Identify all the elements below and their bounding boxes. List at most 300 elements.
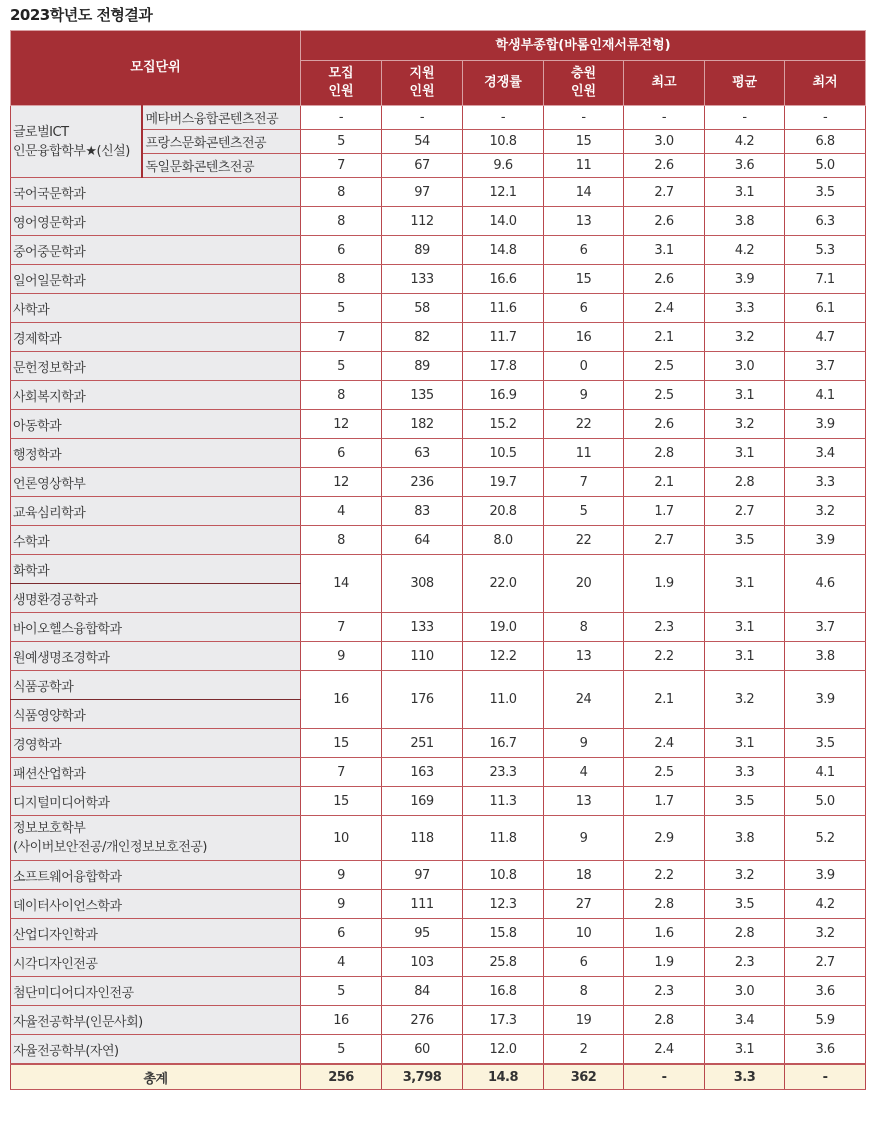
cell-average: 3.0 bbox=[705, 352, 785, 381]
cell-competition: 12.0 bbox=[463, 1035, 544, 1065]
department-name: 화학과 bbox=[11, 555, 301, 584]
cell-recruit: 9 bbox=[301, 861, 382, 890]
major-name: 독일문화콘텐츠전공 bbox=[142, 154, 301, 178]
cell-applicants: 58 bbox=[382, 294, 463, 323]
cell-competition: 10.5 bbox=[463, 439, 544, 468]
cell-applicants: 308 bbox=[382, 555, 463, 613]
cell-additional: 27 bbox=[544, 890, 624, 919]
department-name-line2: (사이버보안전공/개인정보보호전공) bbox=[13, 840, 207, 855]
cell-lowest: 6.1 bbox=[785, 294, 866, 323]
cell-highest: 1.9 bbox=[624, 555, 705, 613]
cell-competition: 16.6 bbox=[463, 265, 544, 294]
cell-recruit: 5 bbox=[301, 294, 382, 323]
cell-applicants: 110 bbox=[382, 642, 463, 671]
cell-applicants: 163 bbox=[382, 758, 463, 787]
cell-lowest: 5.9 bbox=[785, 1006, 866, 1035]
cell-average: 3.1 bbox=[705, 555, 785, 613]
department-name: 교육심리학과 bbox=[11, 497, 301, 526]
cell-average: - bbox=[705, 106, 785, 130]
cell-competition: 17.8 bbox=[463, 352, 544, 381]
cell-applicants: 97 bbox=[382, 861, 463, 890]
cell-average: 3.4 bbox=[705, 1006, 785, 1035]
cell-recruit: 9 bbox=[301, 890, 382, 919]
cell-highest: 2.4 bbox=[624, 729, 705, 758]
cell-additional: 6 bbox=[544, 948, 624, 977]
cell-applicants: 133 bbox=[382, 265, 463, 294]
cell-applicants: 182 bbox=[382, 410, 463, 439]
cell-average: 2.3 bbox=[705, 948, 785, 977]
page-title: 2023학년도 전형결과 bbox=[10, 6, 153, 24]
department-name: 디지털미디어학과 bbox=[11, 787, 301, 816]
cell-lowest: 3.9 bbox=[785, 671, 866, 729]
cell-average: 2.8 bbox=[705, 919, 785, 948]
cell-recruit: 10 bbox=[301, 816, 382, 861]
cell-highest: 2.4 bbox=[624, 294, 705, 323]
cell-additional: 10 bbox=[544, 919, 624, 948]
department-name: 사회복지학과 bbox=[11, 381, 301, 410]
cell-applicants: 111 bbox=[382, 890, 463, 919]
cell-recruit: 12 bbox=[301, 468, 382, 497]
cell-lowest: 4.7 bbox=[785, 323, 866, 352]
cell-recruit: 15 bbox=[301, 787, 382, 816]
cell-average: 3.1 bbox=[705, 381, 785, 410]
cell-additional: 13 bbox=[544, 207, 624, 236]
cell-highest: 2.7 bbox=[624, 178, 705, 207]
cell-recruit: 5 bbox=[301, 1035, 382, 1065]
cell-lowest: 3.5 bbox=[785, 729, 866, 758]
cell-applicants: 60 bbox=[382, 1035, 463, 1065]
total-row bbox=[11, 1064, 866, 1090]
cell-highest: 2.4 bbox=[624, 1035, 705, 1065]
cell-competition: 10.8 bbox=[463, 130, 544, 154]
table-row bbox=[11, 236, 866, 265]
cell-additional: 0 bbox=[544, 352, 624, 381]
cell-recruit: 16 bbox=[301, 1006, 382, 1035]
cell-competition: 12.2 bbox=[463, 642, 544, 671]
cell-applicants: - bbox=[382, 106, 463, 130]
table-row bbox=[11, 207, 866, 236]
major-name: 프랑스문화콘텐츠전공 bbox=[142, 130, 301, 154]
cell-highest: 2.7 bbox=[624, 526, 705, 555]
cell-lowest: 5.2 bbox=[785, 816, 866, 861]
cell-additional: 13 bbox=[544, 787, 624, 816]
cell-additional: 362 bbox=[544, 1064, 624, 1090]
cell-additional: 22 bbox=[544, 526, 624, 555]
cell-competition: 17.3 bbox=[463, 1006, 544, 1035]
cell-additional: 11 bbox=[544, 154, 624, 178]
cell-applicants: 54 bbox=[382, 130, 463, 154]
cell-recruit: - bbox=[301, 106, 382, 130]
department-name: 사학과 bbox=[11, 294, 301, 323]
cell-lowest: 3.2 bbox=[785, 497, 866, 526]
cell-additional: 5 bbox=[544, 497, 624, 526]
cell-highest: 1.6 bbox=[624, 919, 705, 948]
cell-recruit: 8 bbox=[301, 178, 382, 207]
cell-highest: 2.5 bbox=[624, 758, 705, 787]
group-label-line2: 인문융합학부★(신설) bbox=[13, 143, 130, 159]
cell-average: 3.1 bbox=[705, 178, 785, 207]
header-line1: 지원 bbox=[409, 66, 435, 81]
cell-additional: 11 bbox=[544, 439, 624, 468]
header-line1: 최고 bbox=[651, 75, 677, 90]
cell-applicants: 89 bbox=[382, 352, 463, 381]
cell-average: 3.1 bbox=[705, 613, 785, 642]
table-row bbox=[11, 977, 866, 1006]
cell-recruit: 7 bbox=[301, 154, 382, 178]
cell-average: 3.5 bbox=[705, 890, 785, 919]
header-recruit bbox=[301, 61, 382, 106]
department-name: 바이오헬스융합학과 bbox=[11, 613, 301, 642]
table-row bbox=[11, 642, 866, 671]
table-row bbox=[11, 352, 866, 381]
cell-competition: 23.3 bbox=[463, 758, 544, 787]
cell-lowest: - bbox=[785, 1064, 866, 1090]
cell-lowest: 3.5 bbox=[785, 178, 866, 207]
header-line1: 평균 bbox=[731, 75, 758, 90]
cell-competition: 15.8 bbox=[463, 919, 544, 948]
cell-lowest: 3.4 bbox=[785, 439, 866, 468]
cell-applicants: 169 bbox=[382, 787, 463, 816]
table-row bbox=[11, 1006, 866, 1035]
cell-additional: 6 bbox=[544, 294, 624, 323]
table-row bbox=[11, 861, 866, 890]
table-row bbox=[11, 497, 866, 526]
department-name: 문헌정보학과 bbox=[11, 352, 301, 381]
cell-applicants: 82 bbox=[382, 323, 463, 352]
cell-applicants: 97 bbox=[382, 178, 463, 207]
table-row bbox=[11, 468, 866, 497]
department-name: 경제학과 bbox=[11, 323, 301, 352]
cell-additional: 8 bbox=[544, 613, 624, 642]
department-name: 중어중문학과 bbox=[11, 236, 301, 265]
cell-recruit: 6 bbox=[301, 439, 382, 468]
cell-lowest: 3.7 bbox=[785, 352, 866, 381]
cell-additional: 19 bbox=[544, 1006, 624, 1035]
header-line2: 인원 bbox=[409, 84, 435, 99]
cell-additional: 7 bbox=[544, 468, 624, 497]
cell-average: 3.2 bbox=[705, 861, 785, 890]
cell-applicants: 276 bbox=[382, 1006, 463, 1035]
cell-average: 3.6 bbox=[705, 154, 785, 178]
cell-recruit: 4 bbox=[301, 948, 382, 977]
cell-competition: 15.2 bbox=[463, 410, 544, 439]
cell-average: 4.2 bbox=[705, 130, 785, 154]
cell-lowest: 3.7 bbox=[785, 613, 866, 642]
cell-recruit: 5 bbox=[301, 130, 382, 154]
admission-results-table bbox=[10, 30, 866, 1090]
cell-competition: 10.8 bbox=[463, 861, 544, 890]
cell-average: 3.3 bbox=[705, 1064, 785, 1090]
cell-recruit: 7 bbox=[301, 613, 382, 642]
cell-average: 3.2 bbox=[705, 323, 785, 352]
cell-recruit: 14 bbox=[301, 555, 382, 613]
department-name: 자율전공학부(자연) bbox=[11, 1035, 301, 1065]
department-name: 시각디자인전공 bbox=[11, 948, 301, 977]
table-row bbox=[11, 439, 866, 468]
cell-average: 3.3 bbox=[705, 758, 785, 787]
table-row bbox=[11, 410, 866, 439]
cell-competition: 14.8 bbox=[463, 1064, 544, 1090]
cell-competition: 8.0 bbox=[463, 526, 544, 555]
cell-highest: 2.5 bbox=[624, 381, 705, 410]
cell-competition: 14.0 bbox=[463, 207, 544, 236]
cell-recruit: 9 bbox=[301, 642, 382, 671]
table-row bbox=[11, 178, 866, 207]
cell-highest: 3.0 bbox=[624, 130, 705, 154]
cell-recruit: 8 bbox=[301, 265, 382, 294]
header-highest bbox=[624, 61, 705, 106]
table-row bbox=[11, 526, 866, 555]
cell-average: 4.2 bbox=[705, 236, 785, 265]
department-name: 식품공학과 bbox=[11, 671, 301, 700]
cell-competition: 11.0 bbox=[463, 671, 544, 729]
cell-recruit: 6 bbox=[301, 236, 382, 265]
cell-average: 3.0 bbox=[705, 977, 785, 1006]
cell-highest: 2.1 bbox=[624, 323, 705, 352]
cell-additional: 24 bbox=[544, 671, 624, 729]
cell-lowest: 5.0 bbox=[785, 154, 866, 178]
cell-average: 3.2 bbox=[705, 410, 785, 439]
cell-applicants: 118 bbox=[382, 816, 463, 861]
department-name bbox=[11, 816, 301, 861]
cell-average: 2.7 bbox=[705, 497, 785, 526]
cell-lowest: 4.1 bbox=[785, 758, 866, 787]
cell-recruit: 8 bbox=[301, 381, 382, 410]
cell-competition: 25.8 bbox=[463, 948, 544, 977]
cell-highest: 1.9 bbox=[624, 948, 705, 977]
department-name: 패션산업학과 bbox=[11, 758, 301, 787]
total-label: 총계 bbox=[11, 1064, 301, 1090]
cell-highest: 2.1 bbox=[624, 468, 705, 497]
cell-highest: 2.5 bbox=[624, 352, 705, 381]
cell-additional: 6 bbox=[544, 236, 624, 265]
cell-lowest: 4.2 bbox=[785, 890, 866, 919]
table-row bbox=[11, 671, 866, 700]
table-row bbox=[11, 948, 866, 977]
department-name: 국어국문학과 bbox=[11, 178, 301, 207]
cell-lowest: 7.1 bbox=[785, 265, 866, 294]
cell-applicants: 103 bbox=[382, 948, 463, 977]
cell-additional: 18 bbox=[544, 861, 624, 890]
cell-recruit: 4 bbox=[301, 497, 382, 526]
cell-lowest: 3.8 bbox=[785, 642, 866, 671]
cell-applicants: 3,798 bbox=[382, 1064, 463, 1090]
group-label-line1: 글로벌ICT bbox=[13, 124, 69, 140]
cell-competition: 19.7 bbox=[463, 468, 544, 497]
cell-applicants: 67 bbox=[382, 154, 463, 178]
cell-applicants: 135 bbox=[382, 381, 463, 410]
cell-average: 3.1 bbox=[705, 1035, 785, 1065]
cell-highest: 2.6 bbox=[624, 265, 705, 294]
cell-recruit: 16 bbox=[301, 671, 382, 729]
cell-applicants: 89 bbox=[382, 236, 463, 265]
cell-recruit: 8 bbox=[301, 207, 382, 236]
cell-lowest: 3.6 bbox=[785, 977, 866, 1006]
cell-applicants: 251 bbox=[382, 729, 463, 758]
cell-additional: 15 bbox=[544, 265, 624, 294]
cell-highest: - bbox=[624, 106, 705, 130]
cell-lowest: 6.3 bbox=[785, 207, 866, 236]
cell-applicants: 176 bbox=[382, 671, 463, 729]
department-name: 자율전공학부(인문사회) bbox=[11, 1006, 301, 1035]
cell-competition: 11.7 bbox=[463, 323, 544, 352]
header-line2: 인원 bbox=[328, 84, 354, 99]
header-unit: 모집단위 bbox=[11, 31, 301, 106]
cell-additional: 2 bbox=[544, 1035, 624, 1065]
cell-average: 3.1 bbox=[705, 729, 785, 758]
cell-highest: - bbox=[624, 1064, 705, 1090]
cell-average: 3.3 bbox=[705, 294, 785, 323]
cell-lowest: 4.1 bbox=[785, 381, 866, 410]
cell-additional: 9 bbox=[544, 729, 624, 758]
table-row bbox=[11, 787, 866, 816]
cell-lowest: 6.8 bbox=[785, 130, 866, 154]
header-line1: 경쟁률 bbox=[484, 75, 522, 90]
cell-highest: 2.9 bbox=[624, 816, 705, 861]
header-lowest bbox=[785, 61, 866, 106]
department-group-label bbox=[11, 106, 142, 178]
cell-highest: 2.6 bbox=[624, 207, 705, 236]
cell-lowest: - bbox=[785, 106, 866, 130]
cell-recruit: 5 bbox=[301, 352, 382, 381]
cell-average: 3.8 bbox=[705, 207, 785, 236]
cell-average: 2.8 bbox=[705, 468, 785, 497]
cell-competition: 12.3 bbox=[463, 890, 544, 919]
department-name: 첨단미디어디자인전공 bbox=[11, 977, 301, 1006]
header-line1: 최저 bbox=[812, 75, 838, 90]
cell-additional: 20 bbox=[544, 555, 624, 613]
cell-highest: 1.7 bbox=[624, 497, 705, 526]
cell-highest: 2.8 bbox=[624, 439, 705, 468]
department-name: 경영학과 bbox=[11, 729, 301, 758]
cell-additional: 22 bbox=[544, 410, 624, 439]
cell-highest: 2.3 bbox=[624, 977, 705, 1006]
cell-average: 3.8 bbox=[705, 816, 785, 861]
cell-competition: 22.0 bbox=[463, 555, 544, 613]
department-name: 원예생명조경학과 bbox=[11, 642, 301, 671]
table-row bbox=[11, 816, 866, 861]
cell-recruit: 8 bbox=[301, 526, 382, 555]
table-row bbox=[11, 294, 866, 323]
header-line1: 모집 bbox=[328, 66, 354, 81]
cell-average: 3.1 bbox=[705, 642, 785, 671]
table-row bbox=[11, 106, 866, 130]
cell-lowest: 3.3 bbox=[785, 468, 866, 497]
header-competition bbox=[463, 61, 544, 106]
cell-lowest: 2.7 bbox=[785, 948, 866, 977]
department-name: 데이터사이언스학과 bbox=[11, 890, 301, 919]
cell-competition: 19.0 bbox=[463, 613, 544, 642]
cell-highest: 2.6 bbox=[624, 410, 705, 439]
table-row bbox=[11, 323, 866, 352]
cell-competition: 11.8 bbox=[463, 816, 544, 861]
cell-recruit: 256 bbox=[301, 1064, 382, 1090]
cell-competition: 20.8 bbox=[463, 497, 544, 526]
table-row bbox=[11, 613, 866, 642]
cell-competition: 11.3 bbox=[463, 787, 544, 816]
table-row bbox=[11, 381, 866, 410]
cell-applicants: 133 bbox=[382, 613, 463, 642]
cell-applicants: 112 bbox=[382, 207, 463, 236]
cell-additional: 14 bbox=[544, 178, 624, 207]
cell-applicants: 84 bbox=[382, 977, 463, 1006]
department-name: 산업디자인학과 bbox=[11, 919, 301, 948]
cell-lowest: 3.6 bbox=[785, 1035, 866, 1065]
table-row bbox=[11, 555, 866, 584]
cell-additional: 9 bbox=[544, 816, 624, 861]
cell-additional: 15 bbox=[544, 130, 624, 154]
cell-lowest: 5.0 bbox=[785, 787, 866, 816]
cell-average: 3.9 bbox=[705, 265, 785, 294]
table-row bbox=[11, 758, 866, 787]
table-row bbox=[11, 919, 866, 948]
cell-recruit: 5 bbox=[301, 977, 382, 1006]
cell-additional: 16 bbox=[544, 323, 624, 352]
cell-average: 3.5 bbox=[705, 526, 785, 555]
cell-lowest: 3.2 bbox=[785, 919, 866, 948]
cell-applicants: 63 bbox=[382, 439, 463, 468]
header-average bbox=[705, 61, 785, 106]
cell-highest: 2.1 bbox=[624, 671, 705, 729]
cell-lowest: 5.3 bbox=[785, 236, 866, 265]
header-line2: 인원 bbox=[570, 84, 597, 99]
cell-additional: 4 bbox=[544, 758, 624, 787]
cell-lowest: 3.9 bbox=[785, 410, 866, 439]
department-name: 일어일문학과 bbox=[11, 265, 301, 294]
department-name: 영어영문학과 bbox=[11, 207, 301, 236]
table-row bbox=[11, 1035, 866, 1065]
table-row bbox=[11, 729, 866, 758]
cell-highest: 2.6 bbox=[624, 154, 705, 178]
cell-recruit: 15 bbox=[301, 729, 382, 758]
department-name: 생명환경공학과 bbox=[11, 584, 301, 613]
cell-applicants: 236 bbox=[382, 468, 463, 497]
cell-highest: 2.8 bbox=[624, 890, 705, 919]
cell-competition: 9.6 bbox=[463, 154, 544, 178]
cell-average: 3.2 bbox=[705, 671, 785, 729]
cell-recruit: 6 bbox=[301, 919, 382, 948]
cell-recruit: 12 bbox=[301, 410, 382, 439]
cell-competition: 16.9 bbox=[463, 381, 544, 410]
cell-highest: 2.2 bbox=[624, 861, 705, 890]
cell-highest: 1.7 bbox=[624, 787, 705, 816]
cell-highest: 3.1 bbox=[624, 236, 705, 265]
cell-competition: 12.1 bbox=[463, 178, 544, 207]
major-name: 메타버스융합콘텐츠전공 bbox=[142, 106, 301, 130]
cell-highest: 2.3 bbox=[624, 613, 705, 642]
department-name: 수학과 bbox=[11, 526, 301, 555]
cell-lowest: 3.9 bbox=[785, 526, 866, 555]
department-name: 소프트웨어융합학과 bbox=[11, 861, 301, 890]
cell-additional: 8 bbox=[544, 977, 624, 1006]
cell-competition: - bbox=[463, 106, 544, 130]
cell-highest: 2.2 bbox=[624, 642, 705, 671]
header-additional bbox=[544, 61, 624, 106]
department-name: 식품영양학과 bbox=[11, 700, 301, 729]
cell-average: 3.5 bbox=[705, 787, 785, 816]
header-applicants bbox=[382, 61, 463, 106]
cell-competition: 16.8 bbox=[463, 977, 544, 1006]
cell-lowest: 3.9 bbox=[785, 861, 866, 890]
table-row bbox=[11, 265, 866, 294]
cell-additional: 13 bbox=[544, 642, 624, 671]
cell-lowest: 4.6 bbox=[785, 555, 866, 613]
cell-competition: 16.7 bbox=[463, 729, 544, 758]
header-line1: 충원 bbox=[570, 66, 597, 81]
department-name: 아동학과 bbox=[11, 410, 301, 439]
cell-recruit: 7 bbox=[301, 323, 382, 352]
cell-competition: 14.8 bbox=[463, 236, 544, 265]
